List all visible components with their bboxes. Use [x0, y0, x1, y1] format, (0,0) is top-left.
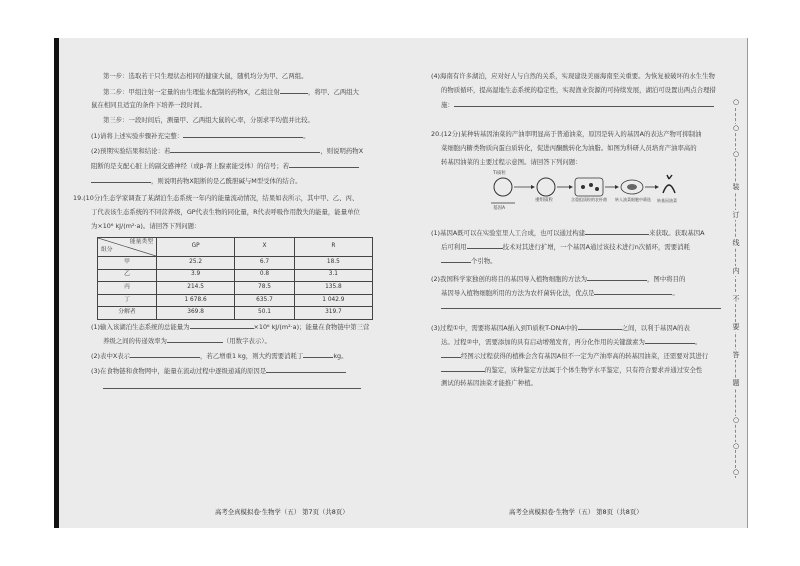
q19-stem-1: 19.(10分)生态学家调查了某湖泊生态系统一年内的能量流动情况，结果如表所示，其中甲、乙、丙、 [73, 194, 359, 202]
q19-1-cont: 养级之间的传递效率为 （用数字表示）。 [103, 337, 271, 345]
binding-circle: ○ [730, 98, 742, 106]
label-transgenic-rape: 转基因油菜 [657, 198, 677, 203]
binding-circle: ○ [730, 124, 742, 132]
page-7 [65, 38, 383, 528]
binding-char: 线 [730, 238, 742, 248]
binding-char: 答 [730, 350, 742, 360]
q20-3-cont3: 的鉴定，该种鉴定方法属于个体生物学水平鉴定，只有符合要求并通过安全性 [441, 365, 702, 375]
page-7-footer: 高考全真模拟卷·生物学（五） 第7页（共8页） [215, 508, 349, 516]
binding-char: 内 [730, 266, 742, 276]
q4-line-1: (4)海南有许多湖泊，应对好人与自然的关系，实现建设美丽海南至关重要。为恢复被破坏的水生生物 [431, 72, 715, 80]
step-2-cont: 鼠在相同且适宜的条件下培养一段时间。 [91, 101, 207, 109]
label-agrobacterium: 含重组质粒的农杆菌 [571, 197, 607, 202]
q20-3: (3)过程①中，需要将基因A插入到Ti质粒T-DNA中的 之间，以利于基因A的表 [431, 324, 690, 332]
col-header-r: R [294, 238, 372, 257]
binding-char: 题 [730, 378, 742, 388]
label-selection: 转入油菜细胞中筛选 [615, 197, 651, 202]
answer-line [103, 388, 361, 389]
q20-stem-1: 20.(12分)某种转基因油菜的产油率明显高于普通油菜，原因是转入的基因A的表达产物可抑制油 [431, 130, 702, 138]
col-header-gp: GP [157, 238, 235, 257]
binding-circle: ○ [730, 468, 742, 476]
label-gene-a: 基因A [493, 206, 506, 211]
step-2: 第二步：甲组注射一定量的由生理盐水配制的药物X，乙组注射 ，将甲、乙两组大 [103, 88, 360, 96]
q18-2-cont: 阻断的是支配心脏上的副交感神经（或β-肾上腺素能受体）的信号；若 [91, 161, 359, 171]
binding-circle: ○ [730, 150, 742, 158]
q20-3-cont2: 经图示过程获得的植株会含有基因A但不一定为产油率高的转基因油菜，还需要对其进行 [441, 351, 708, 361]
page-8-footer: 高考全真模拟卷·生物学（五） 第8页（共8页） [509, 508, 643, 516]
q20-2: (2)我国科学家独创的将目的基因导入植物细胞的方法为 ，图中将目的 [431, 275, 686, 283]
q20-stem-2: 菜细胞内糖类物质向蛋白质转化，促进丙酮酸转化为油脂。如图为科研人员培育产油率高的 [441, 144, 697, 152]
col-header-x: X [235, 238, 295, 257]
binding-margin [730, 98, 744, 478]
table-row: 分解者 369.8 50.1 319.7 [98, 307, 373, 320]
table-corner-cell: 能量类型 组分 [98, 238, 157, 257]
binding-char: 不 [730, 294, 742, 304]
q18-2-end: ，则说明药物X阻断的是乙酰胆碱与M型受体的结合。 [91, 176, 302, 186]
q18-2: (2)预期实验结果和结论：若 ，则说明药物X [91, 147, 364, 155]
q20-3-end: 测试的转基因油菜才能推广种植。 [441, 379, 537, 387]
table-row: 丁 1 678.6 635.7 1 042.9 [98, 294, 373, 307]
label-ti-plasmid: Ti质粒 [493, 171, 506, 176]
q4-line-2: 的物质循环，提高湿地生态系统的稳定性，实现渔业资源的可持续发展，湖泊可设置出两点合理措 [441, 86, 716, 94]
binding-circle: ○ [730, 416, 742, 424]
q19-stem-2: 丁代表该生态系统的不同营养级，GP代表生物的同化量，R代表呼吸作用散失的能量，能量单位 [91, 208, 360, 216]
answer-line [441, 308, 721, 309]
q20-2-cont: 基因导入植物细胞所用的方法为农杆菌转化法，优点是 。 [441, 289, 679, 297]
q19-stem-3: 为×10⁶ kJ/(m²·a)。请回答下列问题： [91, 222, 201, 230]
energy-table [97, 237, 373, 320]
binding-char: 订 [730, 210, 742, 220]
q4-line-3: 施： [441, 100, 714, 110]
binding-char: 装 [730, 182, 742, 192]
q18-1: (1)请将上述实验步骤补充完整： 。 [91, 132, 310, 140]
q19-3: (3)在食物链和食物网中，能量在流动过程中逐级递减的原因是 [91, 366, 346, 376]
binding-circle: ○ [730, 442, 742, 450]
table-header-row [98, 238, 373, 257]
table-row: 甲 25.2 6.7 18.5 [98, 257, 373, 270]
step-3: 第三步：一段时间后，测量甲、乙两组大鼠的心率，分别求平均值并比较。 [103, 116, 314, 124]
q20-3-cont: 达。过程②中，需要添加的具有启动增殖发育，再分化作用的关键激素为 。 [441, 338, 702, 346]
q20-1: (1)基因A既可以在实验室里人工合成，也可以通过构建 来获取。获取基因A [431, 229, 705, 237]
step-1: 第一步：选取若干只生理状态相同的健康大鼠，随机均分为甲、乙两组。 [103, 72, 308, 80]
q19-1: (1)输入该湖泊生态系统的总能量为 ×10⁶ kJ/(m²·a)；能量在食物链中第三营 [91, 323, 370, 331]
page-8 [431, 38, 731, 528]
q20-stem-3: 转基因油菜的主要过程示意图。请回答下列问题： [441, 158, 582, 166]
q20-1-end: 个引物。 [441, 256, 497, 266]
label-recombinant-plasmid: 重组质粒 [535, 198, 553, 203]
q20-1-cont: 后可利用 技术对其进行扩增，一个基因A通过该技术进行n次循环，需要消耗 [441, 243, 690, 251]
q19-2: (2)表中X表示 ，若乙增重1 kg，则大约需要消耗丁 kg。 [91, 352, 348, 360]
binding-char: 要 [730, 322, 742, 332]
table-row: 丙 214.5 78.5 135.8 [98, 282, 373, 295]
table-row: 乙 3.9 0.8 3.1 [98, 269, 373, 282]
exam-sheet [54, 38, 748, 528]
process-diagram [491, 173, 691, 223]
